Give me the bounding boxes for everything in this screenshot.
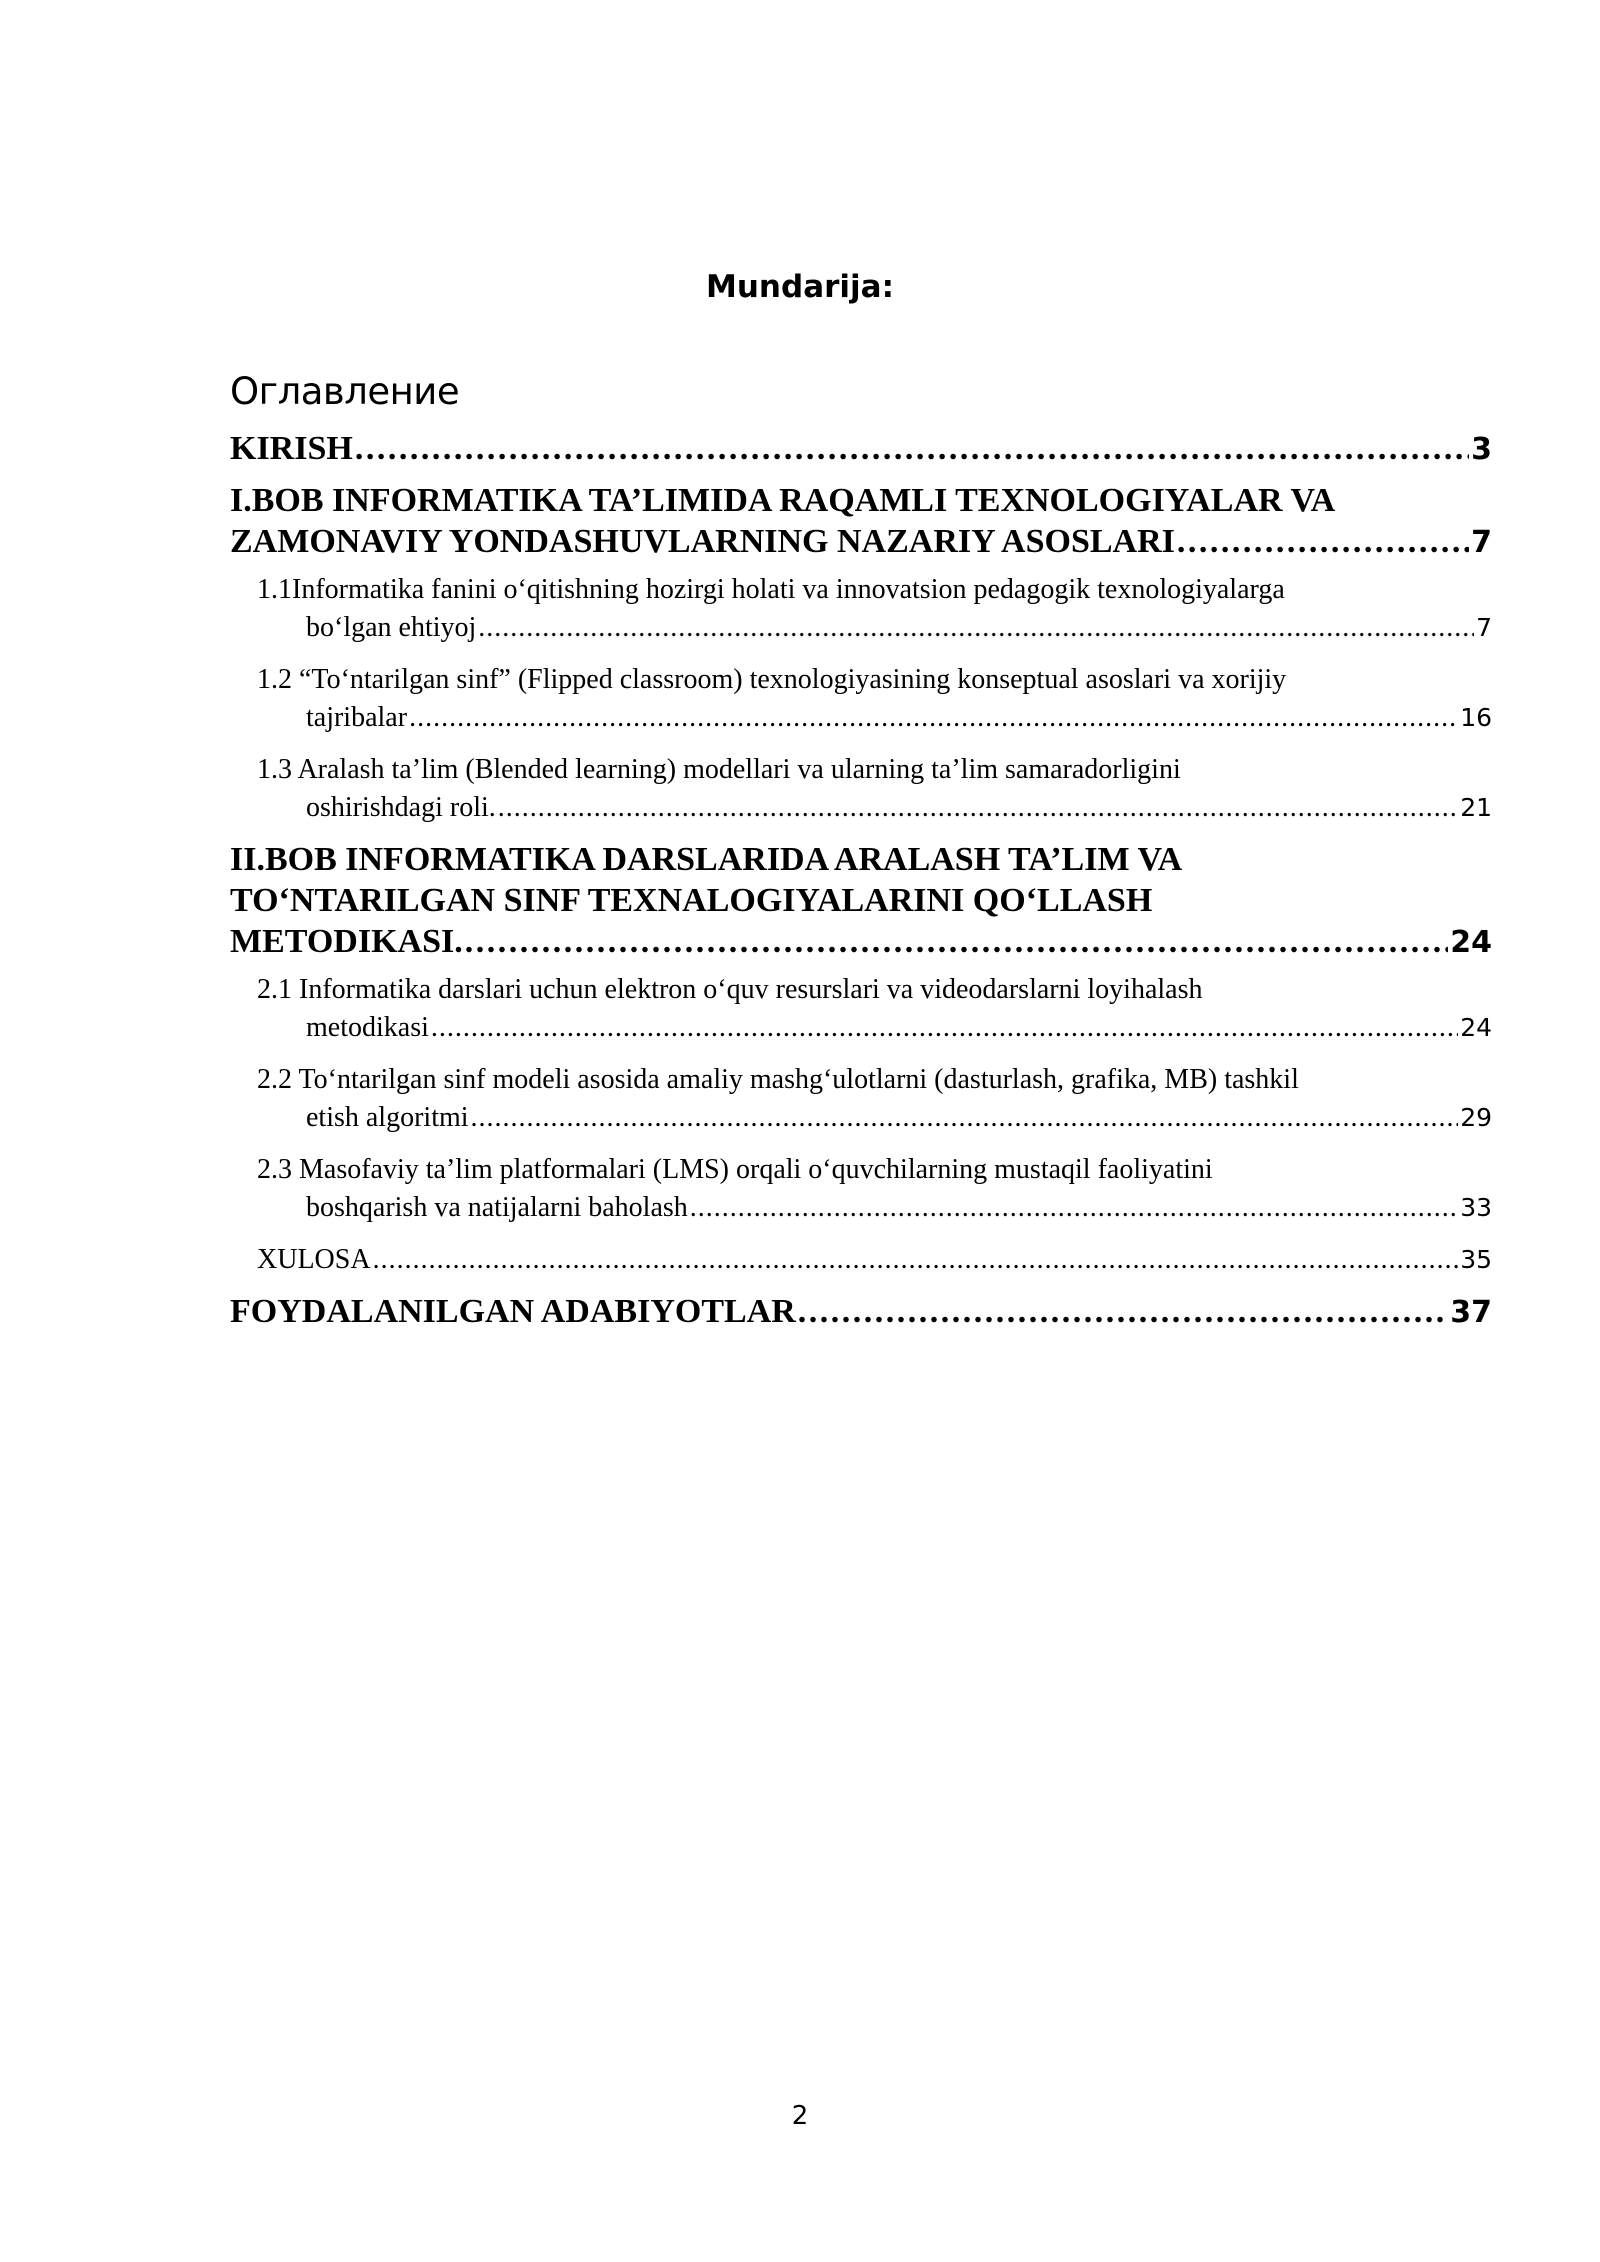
toc-page-number: 24 (1460, 1013, 1492, 1042)
toc-entry-text: 1.1Informatika fanini o‘qitishning hozirgi holati va innovatsion pedagogik texnologiyalarga (257, 574, 1285, 605)
toc-dot-leader (431, 1009, 1458, 1047)
toc-entry-text: 2.1 Informatika darslari uchun elektron o‘quv resurslari va videodarslarni loyihalash (257, 974, 1203, 1005)
toc-entry-section-2-2[interactable] (230, 1061, 1492, 1137)
toc-entry-chapter-2[interactable] (230, 839, 1492, 963)
toc-entry-section-2-1[interactable] (230, 971, 1492, 1047)
toc-entry-text: XULOSA (257, 1244, 371, 1275)
toc-page-number: 16 (1460, 703, 1492, 732)
toc-dot-leader (1177, 521, 1469, 562)
toc-entry-text: TO‘NTARILGAN SINF TEXNALOGIYALARINI QO‘LLASH (230, 882, 1153, 919)
toc-entry-text: boshqarish va natijalarni baholash (306, 1192, 688, 1223)
toc-entry-text: METODIKASI. (230, 923, 463, 960)
toc-entry-text: 1.2 “To‘ntarilgan sinf” (Flipped classroom) texnologiyasining konseptual asoslari va xorijiy (257, 664, 1287, 695)
toc-dot-leader (465, 921, 1449, 962)
toc-entry-section-2-3[interactable] (230, 1151, 1492, 1227)
toc-entry-text: bo‘lgan ehtiyoj (306, 612, 477, 643)
toc-dot-leader (471, 1099, 1459, 1137)
toc-entry-section-1-2[interactable] (230, 661, 1492, 737)
toc-dot-leader (690, 1189, 1458, 1227)
toc-page-number: 37 (1450, 1295, 1492, 1330)
toc-dot-leader (498, 789, 1458, 827)
table-of-contents (230, 428, 1492, 1333)
toc-page-number: 33 (1460, 1193, 1492, 1222)
toc-entry-text: KIRISH (230, 430, 353, 467)
toc-entry-kirish[interactable] (230, 428, 1492, 470)
toc-page-number: 21 (1460, 793, 1492, 822)
toc-entry-text: oshirishdagi roli. (306, 792, 496, 823)
toc-dot-leader (373, 1241, 1459, 1279)
toc-page-number: 29 (1460, 1103, 1492, 1132)
toc-dot-leader (409, 699, 1458, 737)
toc-entry-text: 2.3 Masofaviy ta’lim platformalari (LMS) orqali o‘quvchilarning mustaqil faoliyatini (257, 1154, 1213, 1185)
toc-dot-leader (798, 1291, 1448, 1332)
toc-entry-xulosa[interactable] (230, 1241, 1492, 1279)
toc-page-number: 35 (1460, 1245, 1492, 1274)
toc-entry-text: II.BOB INFORMATIKA DARSLARIDA ARALASH TA’LIM VA (230, 841, 1183, 878)
toc-entry-text: etish algoritmi (306, 1102, 469, 1133)
toc-dot-leader (478, 609, 1474, 647)
toc-entry-text: FOYDALANILGAN ADABIYOTLAR (230, 1293, 796, 1330)
toc-caption: Оглавление (230, 370, 460, 413)
toc-entry-section-1-1[interactable] (230, 571, 1492, 647)
toc-entry-section-1-3[interactable] (230, 751, 1492, 827)
toc-entry-chapter-1[interactable] (230, 480, 1492, 563)
toc-page-number: 3 (1471, 432, 1492, 467)
toc-entry-text: tajribalar (306, 702, 408, 733)
toc-entry-text: 2.2 To‘ntarilgan sinf modeli asosida amaliy mashg‘ulotlarni (dasturlash, grafika, MB) tashkil (257, 1064, 1299, 1095)
toc-entry-text: ZAMONAVIY YONDASHUVLARNING NAZARIY ASOSLARI (230, 523, 1175, 560)
page-number: 2 (791, 2101, 809, 2131)
toc-page-number: 24 (1450, 925, 1492, 960)
toc-page-number: 7 (1476, 613, 1492, 642)
toc-dot-leader (355, 428, 1469, 469)
toc-entry-text: 1.3 Aralash ta’lim (Blended learning) modellari va ularning ta’lim samaradorligini (257, 754, 1181, 785)
toc-entry-text: I.BOB INFORMATIKA TA’LIMIDA RAQAMLI TEXNOLOGIYALAR VA (230, 482, 1336, 519)
toc-page-number: 7 (1471, 525, 1492, 560)
toc-entry-references[interactable] (230, 1291, 1492, 1333)
toc-entry-text: metodikasi (306, 1012, 429, 1043)
page-heading: Mundarija: (706, 269, 894, 305)
